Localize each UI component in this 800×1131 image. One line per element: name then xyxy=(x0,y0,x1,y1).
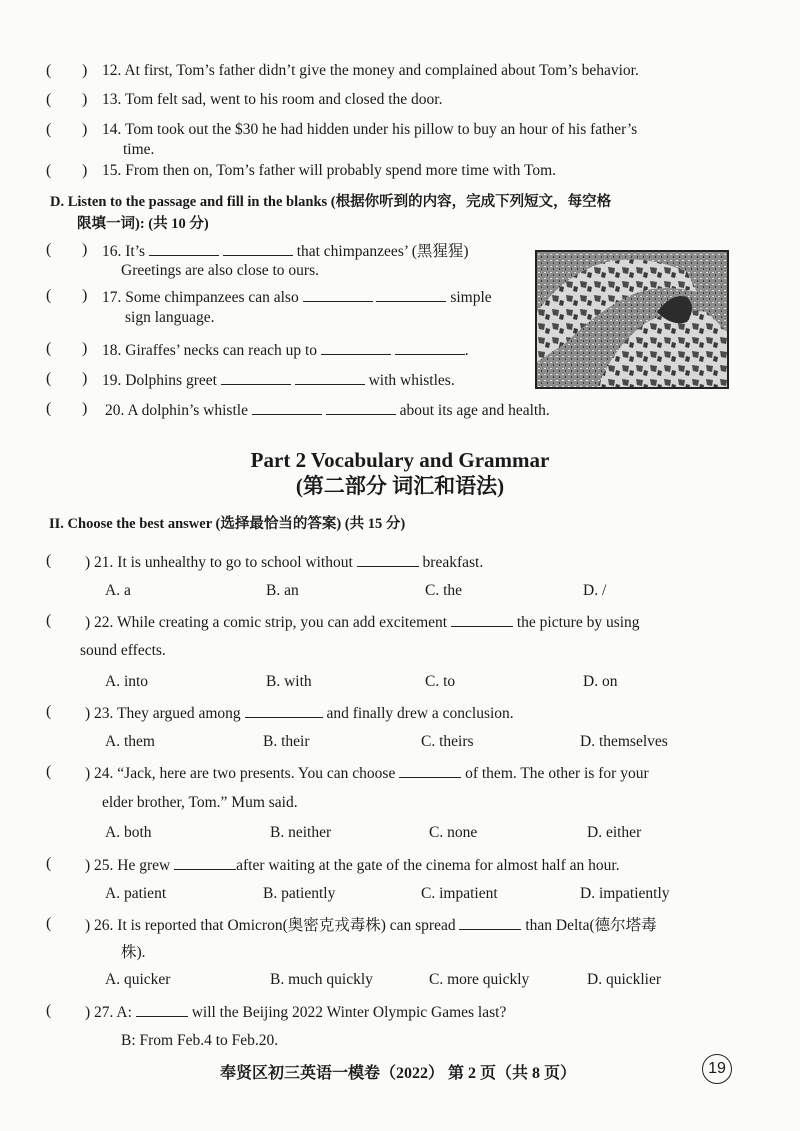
fill-blank[interactable] xyxy=(221,370,291,385)
answer-paren-close: ) xyxy=(82,241,88,258)
question-22: ) 22. While creating a comic strip, you can add excitement the picture by using xyxy=(85,614,640,631)
section-d-heading: D. Listen to the passage and fill in the blanks (根据你听到的内容，完成下列短文，每空格 xyxy=(50,194,612,210)
answer-paren[interactable]: ( xyxy=(46,855,52,872)
answer-paren[interactable]: ( xyxy=(46,703,52,720)
fill-blank[interactable] xyxy=(376,287,446,302)
section-ii-heading: II. Choose the best answer (选择最恰当的答案) (共 15 分) xyxy=(49,516,406,532)
page-circle-number: 19 xyxy=(702,1054,732,1084)
section-d-heading-cont: 限填一词): (共 10 分) xyxy=(77,216,209,232)
option-a[interactable]: A. into xyxy=(105,673,149,690)
option-a[interactable]: A. both xyxy=(105,824,152,841)
part-title: Part 2 Vocabulary and Grammar xyxy=(250,448,550,472)
answer-paren[interactable]: ( xyxy=(46,91,52,108)
fill-blank[interactable] xyxy=(357,552,419,567)
answer-paren-close: ) xyxy=(82,400,88,417)
answer-paren[interactable]: ( xyxy=(46,612,52,629)
option-c[interactable]: C. the xyxy=(425,582,463,599)
fill-blank[interactable] xyxy=(136,1002,188,1017)
answer-paren[interactable]: ( xyxy=(46,370,52,387)
option-a[interactable]: A. them xyxy=(105,733,155,750)
part-subtitle: (第二部分 词汇和语法) xyxy=(295,474,505,498)
statement-14-cont: time. xyxy=(123,141,155,158)
fill-blank[interactable] xyxy=(399,763,461,778)
question-17: 17. Some chimpanzees can also simple xyxy=(102,289,492,306)
question-25: ) 25. He grew after waiting at the gate of the cinema for almost half an hour. xyxy=(85,857,620,874)
fill-blank[interactable] xyxy=(245,703,323,718)
fill-blank[interactable] xyxy=(149,241,219,256)
question-27-answer: B: From Feb.4 to Feb.20. xyxy=(121,1032,279,1049)
question-19: 19. Dolphins greet with whistles. xyxy=(102,372,455,389)
question-20: 20. A dolphin’s whistle about its age and health. xyxy=(105,402,550,419)
option-d[interactable]: D. either xyxy=(587,824,642,841)
fill-blank[interactable] xyxy=(252,400,322,415)
option-d[interactable]: D. / xyxy=(583,582,607,599)
answer-paren[interactable]: ( xyxy=(46,287,52,304)
page-footer: 奉贤区初三英语一模卷（2022） 第 2 页（共 8 页） xyxy=(220,1065,577,1082)
option-d[interactable]: D. themselves xyxy=(580,733,668,750)
option-c[interactable]: C. impatient xyxy=(421,885,498,902)
fill-blank[interactable] xyxy=(303,287,373,302)
fill-blank[interactable] xyxy=(395,340,465,355)
statement-15: 15. From then on, Tom’s father will probably spend more time with Tom. xyxy=(102,162,557,179)
fill-blank[interactable] xyxy=(174,855,236,870)
question-24: ) 24. “Jack, here are two presents. You can choose of them. The other is for your xyxy=(85,765,649,782)
statement-12: 12. At first, Tom’s father didn’t give the money and complained about Tom’s behavior. xyxy=(102,62,639,79)
option-c[interactable]: C. none xyxy=(429,824,478,841)
fill-blank[interactable] xyxy=(451,612,513,627)
question-17-cont: sign language. xyxy=(125,309,215,326)
answer-paren-close: ) xyxy=(82,121,88,138)
option-b[interactable]: B. much quickly xyxy=(270,971,373,988)
answer-paren[interactable]: ( xyxy=(46,1002,52,1019)
option-c[interactable]: C. more quickly xyxy=(429,971,530,988)
answer-paren-close: ) xyxy=(82,287,88,304)
answer-paren[interactable]: ( xyxy=(46,552,52,569)
option-b[interactable]: B. patiently xyxy=(263,885,336,902)
answer-paren[interactable]: ( xyxy=(46,62,52,79)
fill-blank[interactable] xyxy=(326,400,396,415)
option-b[interactable]: B. neither xyxy=(270,824,332,841)
question-16-cont: Greetings are also close to ours. xyxy=(121,262,319,279)
option-a[interactable]: A. a xyxy=(105,582,131,599)
answer-paren[interactable]: ( xyxy=(46,340,52,357)
option-d[interactable]: D. impatiently xyxy=(580,885,670,902)
question-26: ) 26. It is reported that Omicron(奥密克戎毒株) can spread than Delta(德尔塔毒 xyxy=(85,917,657,934)
fill-blank[interactable] xyxy=(321,340,391,355)
answer-paren-close: ) xyxy=(82,62,88,79)
statement-14: 14. Tom took out the $30 he had hidden under his pillow to buy an hour of his father’s xyxy=(102,121,638,138)
answer-paren-close: ) xyxy=(82,162,88,179)
answer-paren[interactable]: ( xyxy=(46,162,52,179)
question-26-cont: 株). xyxy=(121,944,146,961)
answer-paren[interactable]: ( xyxy=(46,763,52,780)
answer-paren-close: ) xyxy=(82,340,88,357)
question-23: ) 23. They argued among and finally drew a conclusion. xyxy=(85,705,514,722)
question-27: ) 27. A: will the Beijing 2022 Winter Olympic Games last? xyxy=(85,1004,507,1021)
option-c[interactable]: C. theirs xyxy=(421,733,474,750)
option-d[interactable]: D. quicklier xyxy=(587,971,662,988)
giraffe-icon xyxy=(537,252,727,387)
answer-paren-close: ) xyxy=(82,370,88,387)
question-18: 18. Giraffes’ necks can reach up to . xyxy=(102,342,469,359)
fill-blank[interactable] xyxy=(459,915,521,930)
option-a[interactable]: A. quicker xyxy=(105,971,171,988)
answer-paren[interactable]: ( xyxy=(46,400,52,417)
question-24-cont: elder brother, Tom.” Mum said. xyxy=(102,794,298,811)
answer-paren-close: ) xyxy=(82,91,88,108)
option-b[interactable]: B. their xyxy=(263,733,310,750)
answer-paren[interactable]: ( xyxy=(46,241,52,258)
question-22-cont: sound effects. xyxy=(80,642,166,659)
fill-blank[interactable] xyxy=(295,370,365,385)
question-16: 16. It’s that chimpanzees’ (黑猩猩) xyxy=(102,243,469,260)
question-21: ) 21. It is unhealthy to go to school without breakfast. xyxy=(85,554,484,571)
option-c[interactable]: C. to xyxy=(425,673,456,690)
option-d[interactable]: D. on xyxy=(583,673,618,690)
option-a[interactable]: A. patient xyxy=(105,885,167,902)
answer-paren[interactable]: ( xyxy=(46,915,52,932)
option-b[interactable]: B. an xyxy=(266,582,299,599)
statement-13: 13. Tom felt sad, went to his room and closed the door. xyxy=(102,91,443,108)
option-b[interactable]: B. with xyxy=(266,673,312,690)
giraffe-photo xyxy=(535,250,729,389)
fill-blank[interactable] xyxy=(223,241,293,256)
answer-paren[interactable]: ( xyxy=(46,121,52,138)
